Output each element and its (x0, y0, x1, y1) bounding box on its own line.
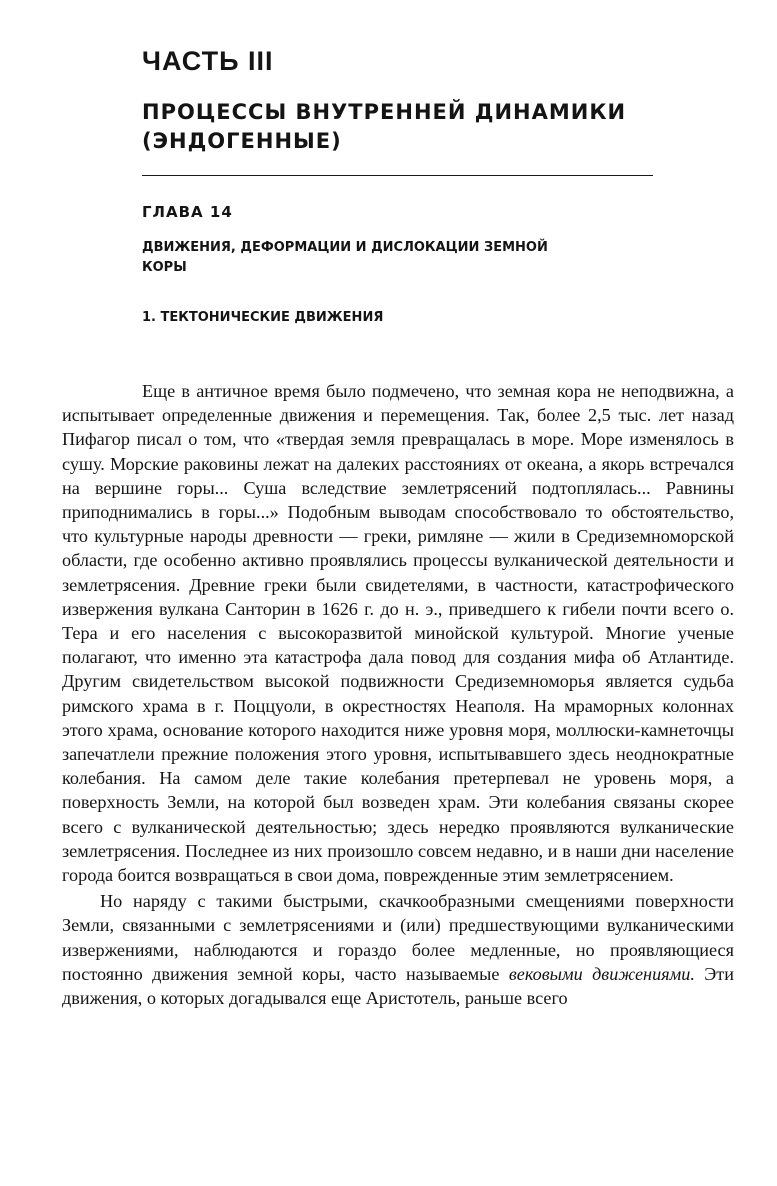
emphasized-term: вековыми движениями. (508, 963, 695, 984)
horizontal-rule (142, 175, 653, 176)
part-title: ЧАСТЬ III (142, 46, 274, 76)
paragraph-text: Но наряду с такими быстрыми, скачкообразными смещениями поверхности Земли, связанными с землетрясениями и (или) предшествующими вулканическими извержениями, наблюдаются и гораздо более медленные, но проявляющиеся постоянно движения земной коры, часто называемые (62, 891, 734, 984)
chapter-label: ГЛАВА 14 (142, 203, 233, 221)
paragraph (62, 889, 734, 1010)
body-text (62, 379, 734, 1010)
paragraph-text: Эти движения, о которых догадывался еще Аристотель, раньше всего (62, 963, 734, 1009)
paragraph: Еще в античное время было подмечено, что земная кора не неподвижна, а испытывает определенные движения и перемещения. Так, более 2,5 тыс. лет назад Пифагор писал о том, что «твердая земля превращалась в море. Море изменялось в сушу. Морские раковины лежат на далеких расстояниях от океана, а якорь встречался на вершине горы... Суша вследствие землетрясений подтоплялась... Равнины приподнимались в горы...» Подобным выводам способствовало то обстоятельство, что культурные народы древности — греки, римляне — жили в Средиземноморской области, где особенно активно проявлялись процессы вулканической деятельности и землетрясения. Древние греки были свидетелями, в частности, катастрофического извержения вулкана Санторин в 1626 г. до н. э., приведшего к гибели почти всего о. Тера и его населения с высокоразвитой минойской культурой. Многие ученые полагают, что именно эта катастрофа дала повод для создания мифа об Атлантиде. Другим свидетельством высокой подвижности Средиземноморья является судьба римского храма в г. Поццуоли, в окрестностях Неаполя. На мраморных колоннах этого храма, основание которого находится ниже уровня моря, моллюски-камнеточцы запечатлели прежние положения этого уровня, испытывавшего здесь неоднократные колебания. На самом деле такие колебания претерпевал не уровень моря, а поверхность Земли, на которой был возведен храм. Эти колебания связаны скорее всего с вулканической деятельностью; здесь нередко проявляются вулканические землетрясения. Последнее из них произошло совсем недавно, и в наши дни население города боится возвращаться в свои дома, поврежденные этим землетрясением. (62, 381, 734, 886)
part-subtitle: ПРОЦЕССЫ ВНУТРЕННЕЙ ДИНАМИКИ (ЭНДОГЕННЫЕ) (142, 100, 627, 153)
chapter-title: ДВИЖЕНИЯ, ДЕФОРМАЦИИ И ДИСЛОКАЦИИ ЗЕМНОЙ КОРЫ (142, 240, 548, 275)
section-title: 1. ТЕКТОНИЧЕСКИЕ ДВИЖЕНИЯ (142, 310, 384, 325)
